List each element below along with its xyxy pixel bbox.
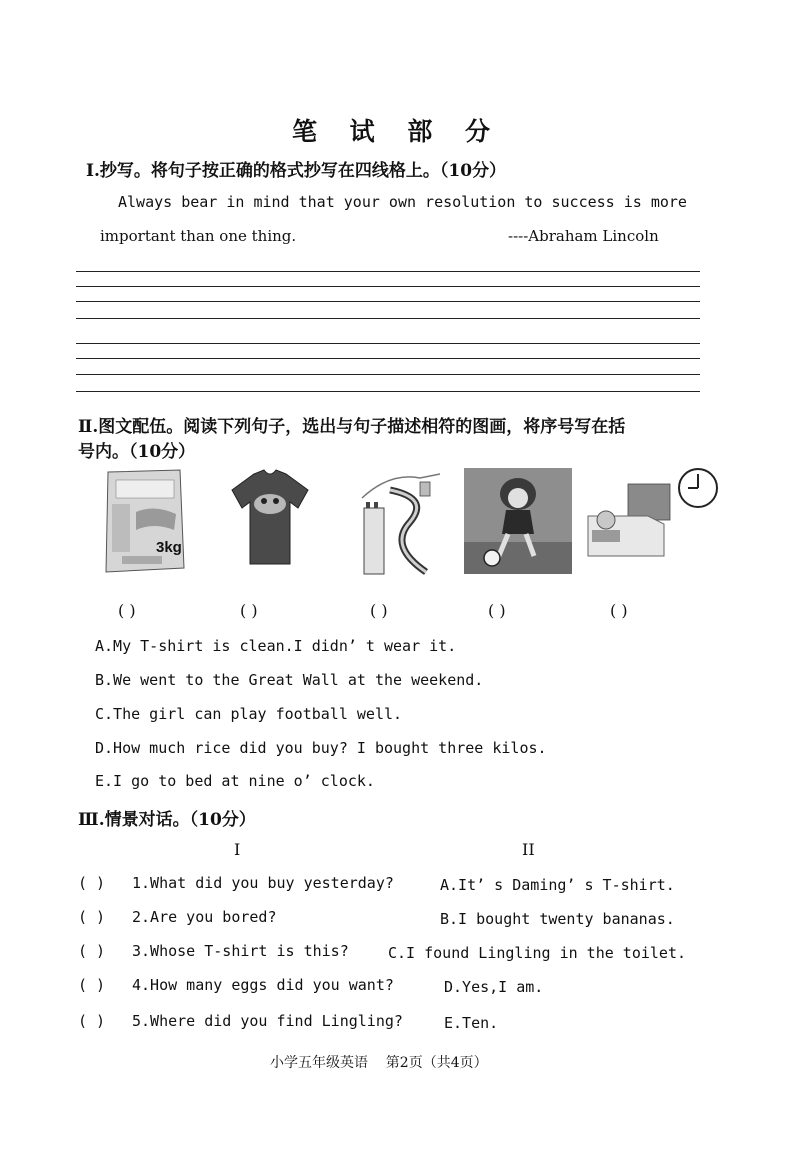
option-e: E.I go to bed at nine o’ clock. <box>95 772 375 790</box>
dialogue-blank[interactable]: ( ) <box>78 908 106 926</box>
answer-blank-3[interactable]: ( ) <box>370 601 388 620</box>
quote-author: ----Abraham Lincoln <box>508 227 659 245</box>
dialogue-question: 1.What did you buy yesterday? <box>132 874 394 892</box>
option-a: A.My T-shirt is clean.I didn’ t wear it. <box>95 637 457 655</box>
quote-line-1: Always bear in mind that your own resolution to success is more <box>118 193 687 211</box>
dialogue-blank[interactable]: ( ) <box>78 1012 106 1030</box>
option-c: C.The girl can play football well. <box>95 705 403 723</box>
answer-blank-1[interactable]: ( ) <box>118 601 136 620</box>
dialogue-answer: A.It’ s Daming’ s T-shirt. <box>440 876 675 894</box>
dialogue-answer: D.Yes,I am. <box>444 978 544 996</box>
quote-line-2: important than one thing. <box>100 227 297 245</box>
girl-football-picture <box>464 468 572 574</box>
section2-heading-line1: Ⅱ.图文配伍。阅读下列句子，选出与句子描述相符的图画，将序号写在括 <box>78 417 626 437</box>
dialogue-blank[interactable]: ( ) <box>78 874 106 892</box>
dialogue-question: 4.How many eggs did you want? <box>132 976 394 994</box>
answer-blank-2[interactable]: ( ) <box>240 601 258 620</box>
dialogue-question: 3.Whose T-shirt is this? <box>132 942 349 960</box>
option-b: B.We went to the Great Wall at the weekend. <box>95 671 484 689</box>
rice-weight-label: 3kg <box>156 539 182 556</box>
section1-heading: Ⅰ.抄写。将句子按正确的格式抄写在四线格上。（10分） <box>86 161 507 181</box>
dialogue-answer: C.I found Lingling in the toilet. <box>388 944 687 962</box>
dialogue-answer: B.I bought twenty bananas. <box>440 910 675 928</box>
tshirt-picture <box>228 468 312 568</box>
column-i-label: I <box>234 840 241 859</box>
option-d: D.How much rice did you buy? I bought three kilos. <box>95 739 547 757</box>
page-title: 笔 试 部 分 <box>291 117 503 146</box>
bedtime-picture <box>584 464 724 576</box>
dialogue-question: 2.Are you bored? <box>132 908 277 926</box>
dialogue-blank[interactable]: ( ) <box>78 976 106 994</box>
answer-blank-4[interactable]: ( ) <box>488 601 506 620</box>
dialogue-blank[interactable]: ( ) <box>78 942 106 960</box>
section3-heading: Ⅲ.情景对话。（10分） <box>78 810 256 830</box>
column-ii-label: II <box>522 840 535 859</box>
answer-blank-5[interactable]: ( ) <box>610 601 628 620</box>
page-footer: 小学五年级英语 第2页（共4页） <box>270 1055 488 1071</box>
rice-bag-picture <box>102 468 186 576</box>
dialogue-answer: E.Ten. <box>444 1014 499 1032</box>
section2-heading-line2: 号内。（10分） <box>78 442 196 462</box>
great-wall-picture <box>360 468 446 576</box>
dialogue-question: 5.Where did you find Lingling? <box>132 1012 403 1030</box>
